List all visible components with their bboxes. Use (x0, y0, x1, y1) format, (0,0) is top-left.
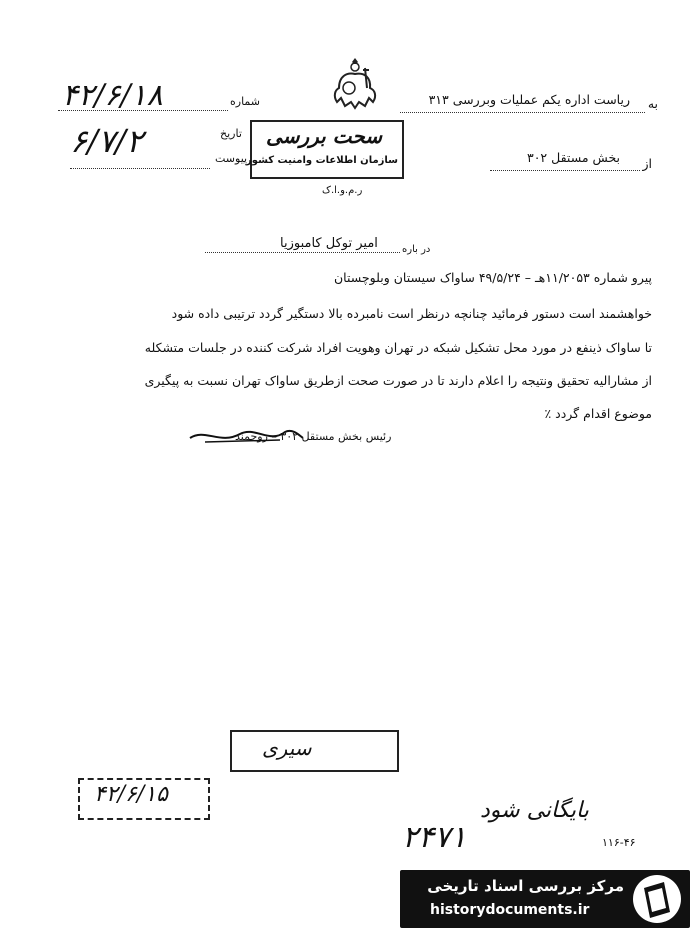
number-value: ۴۲/۶/۱۸ (62, 78, 163, 113)
page-code: ۱۱۶-۴۶ (602, 836, 636, 849)
footer-website: historydocuments.ir (430, 902, 590, 918)
subject-prefix: در باره (402, 244, 431, 255)
attachment-rule (70, 168, 210, 169)
number-rule (58, 110, 228, 111)
sender-rule (490, 170, 640, 171)
footer-logo-icon (630, 872, 684, 926)
body-line: پیرو شماره ۱۱/۲۰۵۳هـ – ۴۹/۵/۲۴ ساواک سیستان وبلوچستان (334, 270, 652, 285)
recipient-prefix: به (647, 96, 658, 111)
recipient-rule (400, 112, 645, 113)
sender-prefix: از (642, 156, 652, 171)
handwritten-note: بایگانی شود (480, 798, 589, 823)
recipient-value: ریاست اداره یکم عملیات وبررسی ۳۱۳ (428, 92, 630, 107)
emblem (325, 58, 385, 118)
date-label: تاریخ (220, 127, 242, 140)
rect-stamp-text: سیری (262, 736, 312, 760)
received-stamp (78, 778, 210, 820)
handwritten-number: ۲۴۷۱ (402, 820, 467, 855)
subject-value: امیر توکل کامبوزیا (280, 236, 378, 251)
body-line: تا ساواک ذینفع در مورد محل تشکیل شبکه در تهران وهویت افراد شرکت کننده در جلسات متشکله (144, 340, 652, 355)
footer-org-name: مرکز بررسی اسناد تاریخی (427, 877, 624, 895)
body-line: موضوع اقدام گردد ٪ (544, 406, 652, 421)
stamp-code: ر.م.و.ا.ک (322, 185, 363, 196)
body-line: خواهشمند است دستور فرمائید چنانچه درنظر است نامبرده بالا دستگیر گردد ترتیبی داده شود (171, 306, 652, 321)
sender-value: بخش مستقل ۳۰۲ (527, 150, 620, 165)
department-stamp (246, 120, 404, 179)
stamp-line-2: سازمان اطلاعات وامنیت کشور (246, 155, 398, 166)
received-stamp-text: ۴۲/۶/۱۵ (94, 782, 168, 807)
body-line: از مشارالیه تحقیق ونتیجه را اعلام دارند تا در صورت صحت ازطریق ساواک تهران نسبت به پیگیری (144, 373, 652, 388)
attachment-label: پیوست (215, 152, 248, 165)
rect-stamp (230, 730, 399, 772)
subject-rule (205, 252, 400, 253)
stamp-line-1: سحت بررسی (266, 124, 382, 148)
date-value: ۶/۷/۲ (70, 122, 144, 160)
signature-title: رئیس بخش مستقل ۳۰۲ – روحمند (235, 430, 392, 443)
number-label: شماره (230, 95, 261, 108)
